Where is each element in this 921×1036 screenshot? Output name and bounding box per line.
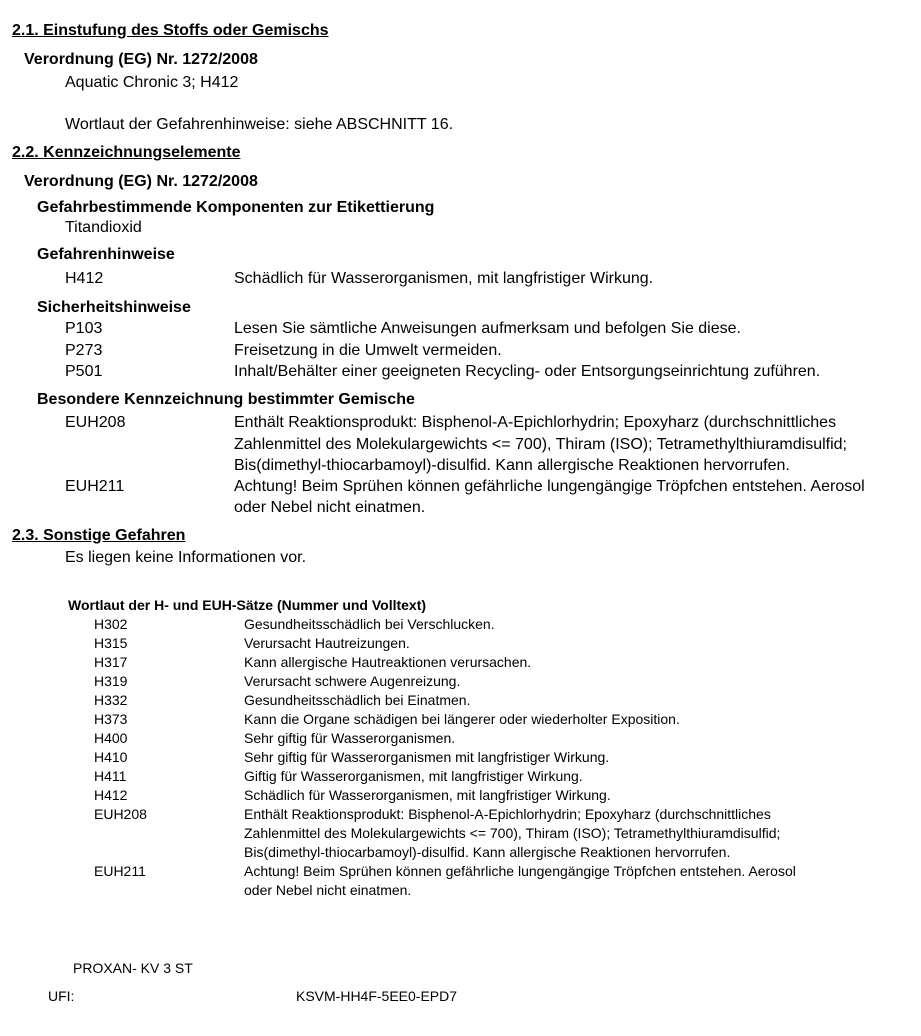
wording-heading: Wortlaut der H- und EUH-Sätze (Nummer und Volltext) [68, 597, 427, 613]
wording-text: Schädlich für Wasserorganismen, mit langfristiger Wirkung. [244, 787, 611, 803]
hazard-statements-heading: Gefahrenhinweise [37, 246, 175, 263]
hazard-text: Schädlich für Wasserorganismen, mit langfristiger Wirkung. [234, 270, 654, 287]
hazard-code: H412 [65, 270, 104, 287]
wording-code: H302 [94, 616, 128, 632]
wording-code: H319 [94, 673, 128, 689]
wording-code: H317 [94, 654, 128, 670]
precaution-code: P273 [65, 342, 103, 359]
wording-code: EUH208 [94, 806, 147, 822]
wording-code: EUH211 [94, 863, 146, 879]
section-2-1-wording-note: Wortlaut der Gefahrenhinweise: siehe ABSCHNITT 16. [65, 116, 454, 133]
precaution-text: Freisetzung in die Umwelt vermeiden. [234, 342, 502, 359]
components-value: Titandioxid [65, 219, 142, 236]
ufi-label: UFI: [48, 988, 75, 1004]
special-code: EUH208 [65, 414, 126, 431]
wording-text: Achtung! Beim Sprühen können gefährliche lungengängige Tröpfchen entstehen. Aerosol [244, 863, 796, 879]
wording-code: H315 [94, 635, 128, 651]
special-labelling-heading: Besondere Kennzeichnung bestimmter Gemische [37, 391, 415, 408]
wording-text: Sehr giftig für Wasserorganismen mit langfristiger Wirkung. [244, 749, 610, 765]
special-code: EUH211 [65, 478, 125, 495]
ufi-value: KSVM-HH4F-5EE0-EPD7 [296, 988, 458, 1004]
section-2-2-heading: 2.2. Kennzeichnungselemente [12, 144, 241, 161]
precautionary-statements-heading: Sicherheitshinweise [37, 299, 191, 316]
wording-text: Enthält Reaktionsprodukt: Bisphenol-A-Epichlorhydrin; Epoxyharz (durchschnittliches [244, 806, 771, 822]
special-text-line: Enthält Reaktionsprodukt: Bisphenol-A-Epichlorhydrin; Epoxyharz (durchschnittliches [234, 414, 837, 431]
wording-text: Sehr giftig für Wasserorganismen. [244, 730, 456, 746]
precaution-text: Inhalt/Behälter einer geeigneten Recycling- oder Entsorgungseinrichtung zuführen. [234, 363, 821, 380]
section-2-3-heading: 2.3. Sonstige Gefahren [12, 527, 186, 544]
wording-text: Kann die Organe schädigen bei längerer oder wiederholter Exposition. [244, 711, 680, 727]
wording-code: H412 [94, 787, 128, 803]
section-2-1-heading: 2.1. Einstufung des Stoffs oder Gemischs [12, 22, 329, 39]
wording-code: H410 [94, 749, 128, 765]
wording-text: Gesundheitsschädlich bei Einatmen. [244, 692, 471, 708]
section-2-3-text: Es liegen keine Informationen vor. [65, 549, 307, 566]
special-text-line: Achtung! Beim Sprühen können gefährliche lungengängige Tröpfchen entstehen. Aerosol [234, 478, 865, 495]
wording-text: Zahlenmittel des Molekulargewichts <= 700), Thiram (ISO); Tetramethylthiuramdisulfid; [244, 825, 781, 841]
precaution-code: P103 [65, 320, 103, 337]
special-text-line: oder Nebel nicht einatmen. [234, 499, 426, 516]
section-2-1-regulation: Verordnung (EG) Nr. 1272/2008 [24, 51, 258, 68]
wording-text: Bis(dimethyl-thiocarbamoyl)-disulfid. Kann allergische Reaktionen hervorrufen. [244, 844, 731, 860]
wording-code: H373 [94, 711, 128, 727]
section-2-2-regulation: Verordnung (EG) Nr. 1272/2008 [24, 173, 258, 190]
precaution-code: P501 [65, 363, 103, 380]
wording-text: Gesundheitsschädlich bei Verschlucken. [244, 616, 495, 632]
section-2-1-classification: Aquatic Chronic 3; H412 [65, 74, 239, 91]
product-name: PROXAN- KV 3 ST [73, 960, 193, 976]
wording-text: Verursacht Hautreizungen. [244, 635, 410, 651]
wording-text: Verursacht schwere Augenreizung. [244, 673, 461, 689]
wording-text: Giftig für Wasserorganismen, mit langfristiger Wirkung. [244, 768, 583, 784]
special-text-line: Zahlenmittel des Molekulargewichts <= 700), Thiram (ISO); Tetramethylthiuramdisulfid; [234, 436, 847, 453]
wording-code: H332 [94, 692, 128, 708]
special-text-line: Bis(dimethyl-thiocarbamoyl)-disulfid. Kann allergische Reaktionen hervorrufen. [234, 457, 790, 474]
components-heading: Gefahrbestimmende Komponenten zur Etikettierung [37, 199, 435, 216]
wording-code: H411 [94, 768, 127, 784]
wording-code: H400 [94, 730, 128, 746]
wording-text: Kann allergische Hautreaktionen verursachen. [244, 654, 532, 670]
precaution-text: Lesen Sie sämtliche Anweisungen aufmerksam und befolgen Sie diese. [234, 320, 741, 337]
wording-text: oder Nebel nicht einatmen. [244, 882, 412, 898]
